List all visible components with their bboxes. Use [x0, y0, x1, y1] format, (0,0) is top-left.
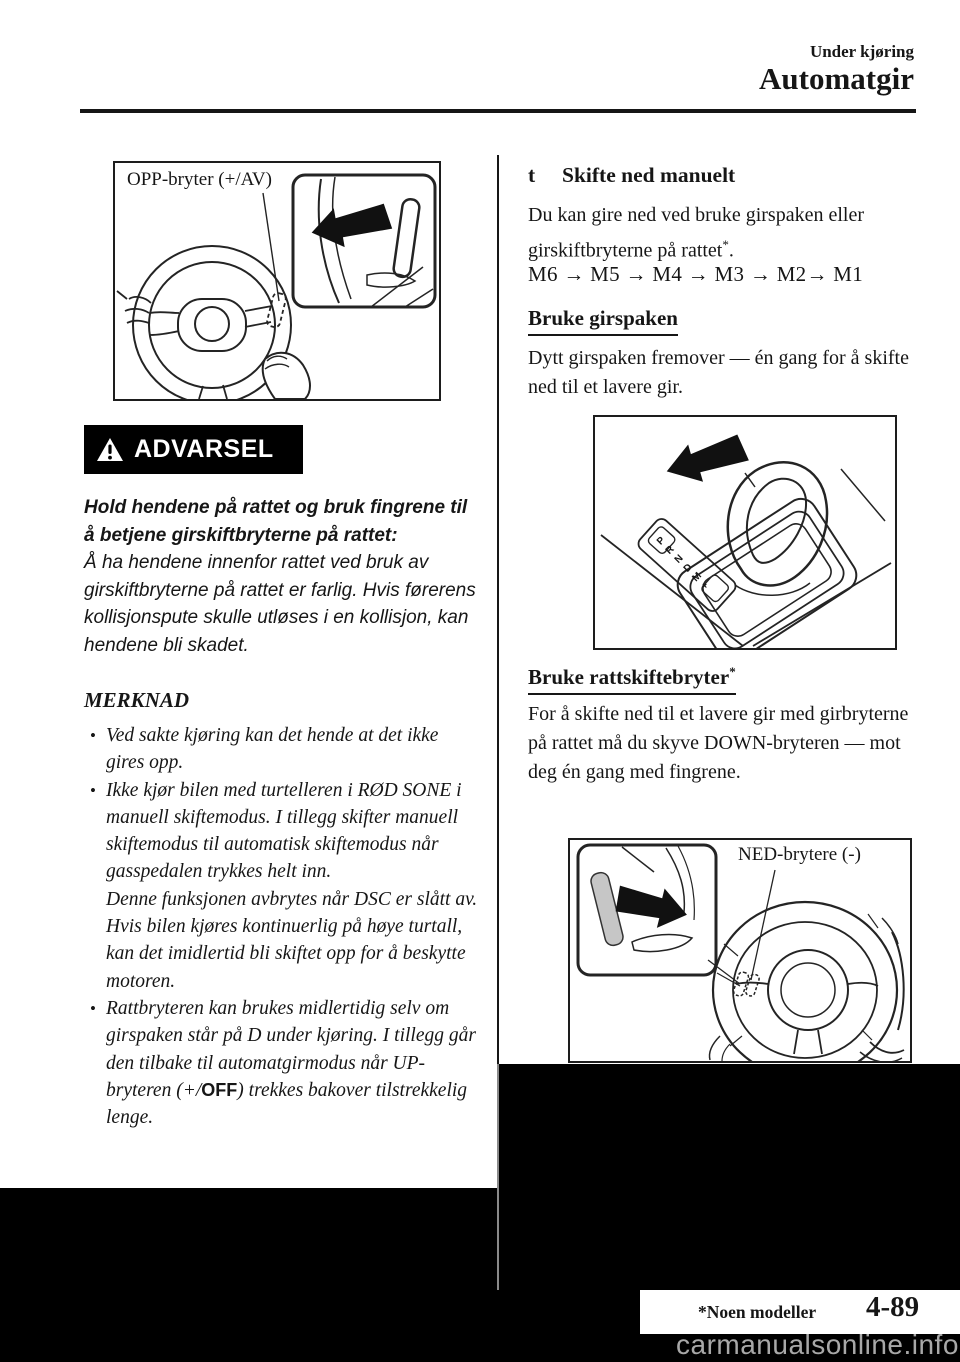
page-title: Automatgir [759, 61, 914, 96]
subheading-use-shift-lever: Bruke girspaken [528, 306, 678, 336]
header-rule [80, 109, 916, 113]
downshift-intro-period: . [728, 239, 734, 262]
note-bullet-2 [88, 777, 480, 886]
push-forward-arrow-icon [661, 430, 751, 491]
svg-text:N: N [672, 552, 686, 566]
footnote-asterisk: * [729, 664, 736, 679]
label-callout-line [263, 193, 279, 301]
footnote-asterisk: * [722, 237, 729, 252]
note-bullet-3 [88, 995, 480, 1131]
figure3-label: NED-brytere (-) [738, 844, 861, 865]
figure-shift-lever [593, 415, 897, 650]
warning-lead-text: Hold hendene på rattet og bruk fingrene til å betjene girskiftbryterne på rattet: [84, 497, 468, 546]
shifter-boot-surround [672, 493, 863, 648]
subheading-paddle-text: Bruke rattskiftebryter [528, 665, 730, 689]
off-label: OFF [201, 1079, 238, 1100]
warning-box [84, 425, 303, 474]
section-heading-text: Skifte ned manuelt [562, 163, 736, 187]
shift-lever-paragraph: Dytt girspaken fremover — én gang for å skifte ned til et lavere gir. [528, 347, 909, 398]
figure-steering-wheel-up-switch [113, 161, 441, 401]
note-bullet-2-continued: Denne funksjonen avbrytes når DSC er slått av. Hvis bilen kjøres kontinuerlig på høye turtall, kan det imidlertid bli skiftet opp for å beskytte motoren. [106, 888, 478, 992]
blank-area-left [0, 1188, 497, 1362]
bullet-marker: • [90, 780, 96, 800]
heading-marker: t [528, 163, 536, 187]
site-watermark: carmanualsonline.info [676, 1329, 959, 1360]
figure1-label: OPP-bryter (+/AV) [127, 169, 272, 190]
note-title: MERKNAD [84, 688, 190, 712]
svg-text:P: P [654, 534, 668, 548]
page-number: 4-89 [866, 1291, 920, 1323]
models-footnote: *Noen modeller [698, 1302, 817, 1322]
note-bullet-3-text: Rattbryteren kan brukes midlertidig selv om girspaken står på D under kjøring. I tillegg går den tilbake til automatgirmodus når UP-bryteren (+/ [106, 997, 476, 1101]
note-list [88, 722, 480, 1131]
column-divider [497, 155, 499, 1064]
svg-text:D: D [681, 561, 695, 575]
note-bullet-3-text-end: ) trekkes bakover tilstrekkelig lenge. [106, 1079, 468, 1129]
figure-steering-wheel-down-switch [568, 838, 912, 1063]
bullet-marker: • [90, 726, 96, 745]
warning-paragraph [84, 494, 480, 659]
steering-wheel-down-drawing [570, 840, 910, 1061]
svg-text:R: R [663, 543, 677, 557]
bullet-marker: • [90, 998, 96, 1018]
inset-paddle-panel [293, 175, 435, 307]
steering-wheel-three-quarter-view [713, 902, 897, 1061]
gear-sequence: M6 → M5 → M4 → M3 → M2→ M1 [528, 262, 864, 286]
warning-triangle-icon [95, 436, 125, 463]
svg-text:M: M [690, 570, 705, 585]
section-heading-downshift [528, 163, 735, 188]
warning-body-text: Å ha hendene innenfor rattet ved bruk av girskiftbryterne på rattet er farlig. Hvis førerens kollisjonspute skulle utløses i en kollisjon, kan hendene bli skadet. [84, 552, 476, 656]
downshift-intro-text: Du kan gire ned ved bruke girspaken eller girskiftbryterne på rattet [528, 204, 864, 262]
downshift-intro-paragraph [528, 201, 918, 266]
subheading-use-paddle-switch [528, 664, 736, 695]
column-divider-lower [497, 1064, 499, 1290]
note-bullet-2-text: Ikke kjør bilen med turtelleren i RØD SONE i manuell skiftemodus. I tillegg skifter manuell skiftemodus til automatisk skiftemodus når gasspedalen trykkes helt inn. [106, 779, 462, 883]
header-section-label: Under kjøring [809, 42, 914, 61]
steering-wheel-up-drawing [115, 163, 439, 399]
note-bullet-1 [88, 722, 480, 777]
label-callout-line [751, 870, 775, 980]
svg-text:+: + [699, 580, 712, 593]
paddle-switch-paragraph: For å skifte ned til et lavere gir med girbryterne på rattet må du skyve DOWN-bryteren — mot deg én gang med fingrene. [528, 703, 909, 783]
right-hand [263, 353, 310, 399]
inset-paddle-panel [578, 845, 716, 975]
up-paddle [393, 198, 421, 278]
pull-toward-arrow-icon [612, 878, 692, 934]
shift-lever-drawing [595, 417, 895, 648]
note-bullet-1-text: Ved sakte kjøring kan det hende at det ikke gires opp. [106, 725, 439, 774]
warning-title: ADVARSEL [134, 435, 274, 463]
